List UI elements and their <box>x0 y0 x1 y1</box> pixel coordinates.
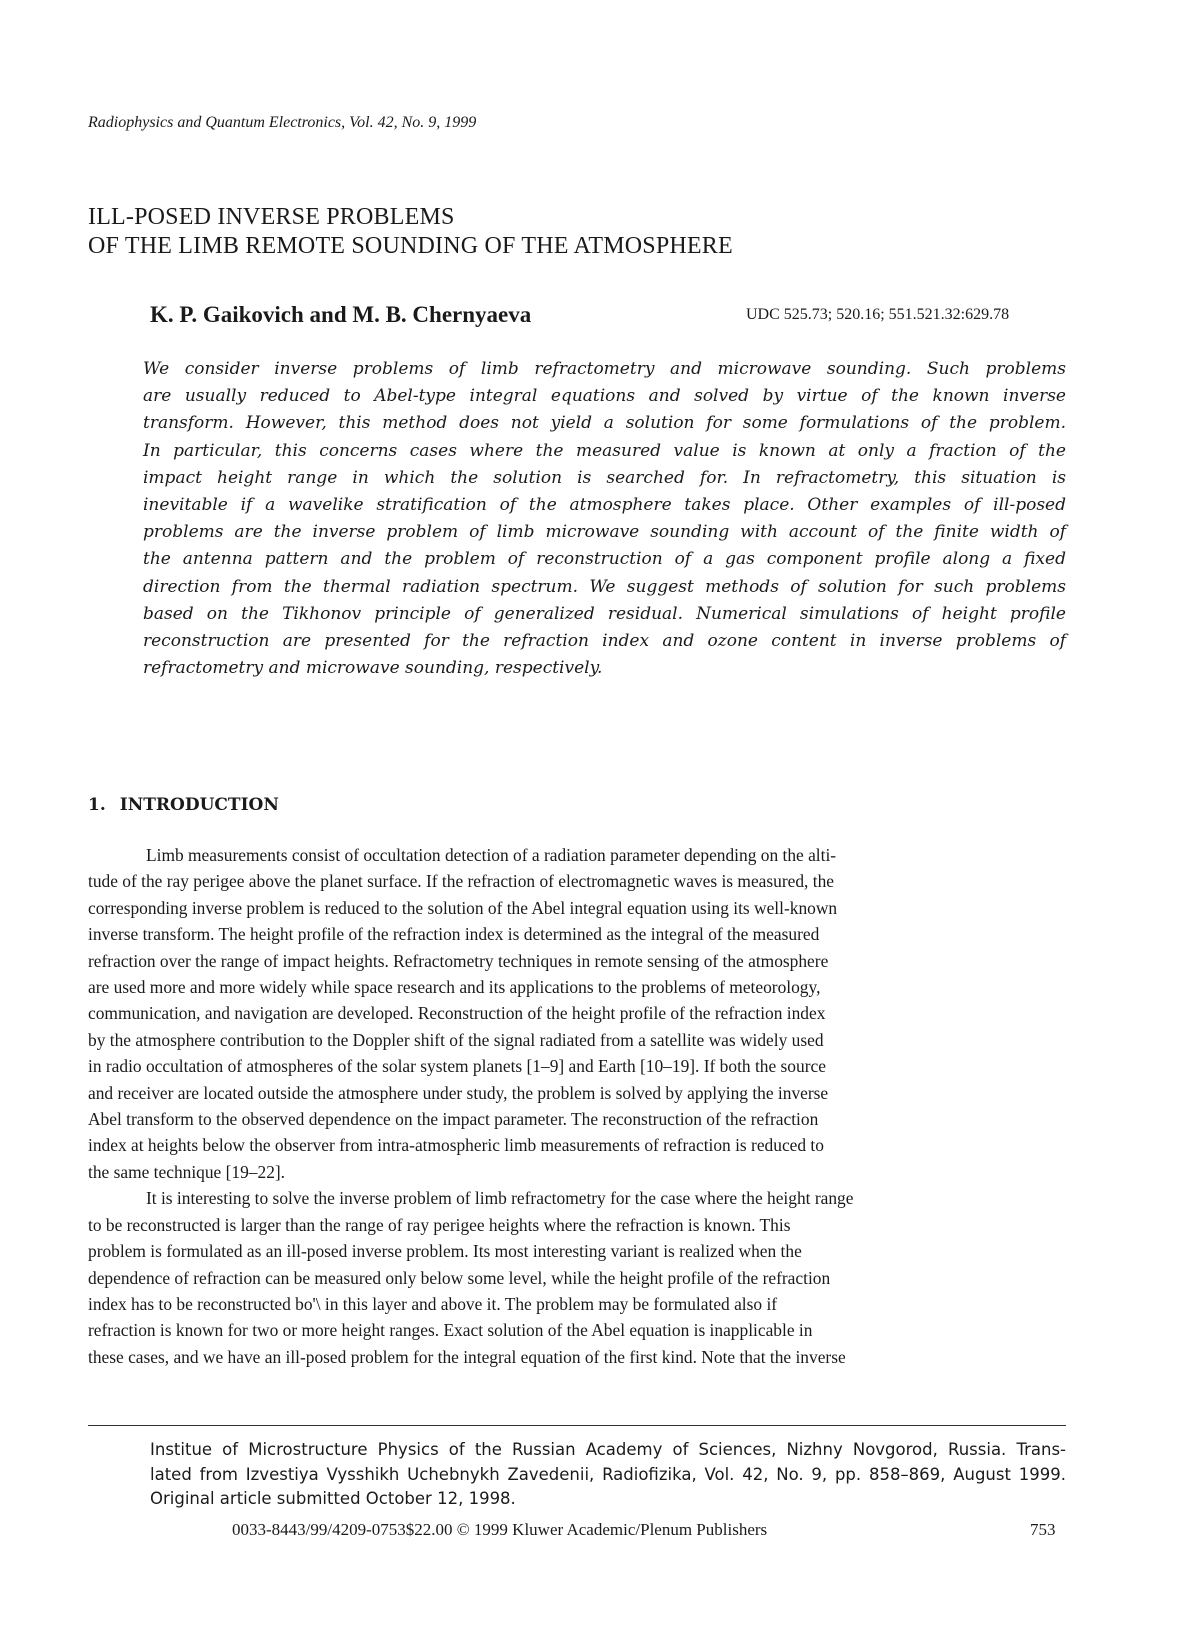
body-text <box>88 842 1065 1370</box>
body-line: refraction is known for two or more height ranges. Exact solution of the Abel equation is inapplicable in <box>88 1320 813 1341</box>
abstract-line: We consider inverse problems of limb refractometry and microwave sounding. Such problems <box>143 359 1066 379</box>
udc-code: UDC 525.73; 520.16; 551.521.32:629.78 <box>746 306 1010 323</box>
body-line: in radio occultation of atmospheres of the solar system planets [1–9] and Earth [10–19]. If both the source <box>88 1056 826 1077</box>
abstract-line: In particular, this concerns cases where the measured value is known at only a fraction of the <box>143 440 1066 461</box>
footnote-divider <box>88 1425 1066 1426</box>
body-line: refraction over the range of impact heights. Refractometry techniques in remote sensing of the atmosphere <box>88 950 829 971</box>
body-line: are used more and more widely while space research and its applications to the problems of meteorology, <box>88 977 821 998</box>
body-line: to be reconstructed is larger than the range of ray perigee heights where the refraction is known. This <box>88 1214 791 1235</box>
abstract-line: problems are the inverse problem of limb microwave sounding with account of the finite width of <box>143 522 1066 543</box>
footnote-line: Institue of Microstructure Physics of the Russian Academy of Sciences, Nizhny Novgorod, Russia. Trans- <box>150 1440 1066 1459</box>
section-number: 1. <box>88 795 106 815</box>
title-line-2: OF THE LIMB REMOTE SOUNDING OF THE ATMOSPHERE <box>88 233 733 259</box>
body-line: corresponding inverse problem is reduced to the solution of the Abel integral equation using its well-known <box>88 897 838 918</box>
body-line: index has to be reconstructed bo'\ in this layer and above it. The problem may be formulated also if <box>88 1293 778 1314</box>
body-line: by the atmosphere contribution to the Doppler shift of the signal radiated from a satellite was widely used <box>88 1029 824 1050</box>
authors: K. P. Gaikovich and M. B. Chernyaeva <box>150 302 532 327</box>
footnote <box>150 1438 1066 1512</box>
body-line: communication, and navigation are developed. Reconstruction of the height profile of the refraction index <box>88 1003 826 1024</box>
footnote-line: Original article submitted October 12, 1998. <box>150 1489 516 1508</box>
journal-header: Radiophysics and Quantum Electronics, Vol. 42, No. 9, 1999 <box>88 114 477 131</box>
abstract-line: direction from the thermal radiation spectrum. We suggest methods of solution for such problems <box>143 576 1066 597</box>
body-line: Limb measurements consist of occultation detection of a radiation parameter depending on the alti- <box>146 845 837 865</box>
abstract <box>143 356 1066 682</box>
body-line: the same technique [19–22]. <box>88 1161 286 1182</box>
body-line: Abel transform to the observed dependence on the impact parameter. The reconstruction of the refraction <box>88 1109 819 1130</box>
abstract-line: impact height range in which the solution is searched for. In refractometry, this situation is <box>143 467 1066 488</box>
body-line: these cases, and we have an ill-posed problem for the integral equation of the first kind. Note that the inverse <box>88 1346 846 1367</box>
abstract-line: refractometry and microwave sounding, respectively. <box>143 658 603 679</box>
abstract-line: reconstruction are presented for the refraction index and ozone content in inverse problems of <box>143 631 1066 652</box>
abstract-line: the antenna pattern and the problem of reconstruction of a gas component profile along a fixed <box>143 549 1066 570</box>
abstract-line: based on the Tikhonov principle of generalized residual. Numerical simulations of height profile <box>143 603 1066 624</box>
abstract-line: transform. However, this method does not yield a solution for some formulations of the problem. <box>143 413 1066 434</box>
section-title: INTRODUCTION <box>119 795 279 815</box>
body-line: and receiver are located outside the atmosphere under study, the problem is solved by applying the inverse <box>88 1082 829 1103</box>
body-line: tude of the ray perigee above the planet surface. If the refraction of electromagnetic waves is measured, the <box>88 871 834 892</box>
body-line: It is interesting to solve the inverse problem of limb refractometry for the case where the height range <box>146 1188 854 1209</box>
body-line: index at heights below the observer from intra-atmospheric limb measurements of refraction is reduced to <box>88 1135 824 1156</box>
title-line-1: ILL-POSED INVERSE PROBLEMS <box>88 204 455 230</box>
abstract-line: are usually reduced to Abel-type integral equations and solved by virtue of the known inverse <box>143 386 1066 407</box>
section-heading <box>88 795 279 815</box>
publisher-line: 0033-8443/99/4209-0753$22.00 © 1999 Kluwer Academic/Plenum Publishers <box>232 1520 768 1539</box>
footnote-line: lated from Izvestiya Vysshikh Uchebnykh Zavedenii, Radiofizika, Vol. 42, No. 9, pp. 858–869, August 1999. <box>150 1464 1066 1484</box>
body-line: dependence of refraction can be measured only below some level, while the height profile of the refraction <box>88 1267 831 1288</box>
abstract-line: inevitable if a wavelike stratification of the atmosphere takes place. Other examples of ill-posed <box>143 495 1066 516</box>
page-number: 753 <box>1030 1520 1056 1539</box>
body-line: inverse transform. The height profile of the refraction index is determined as the integral of the measured <box>88 924 820 945</box>
paper-title <box>88 203 733 261</box>
body-line: problem is formulated as an ill-posed inverse problem. Its most interesting variant is realized when the <box>88 1241 802 1262</box>
